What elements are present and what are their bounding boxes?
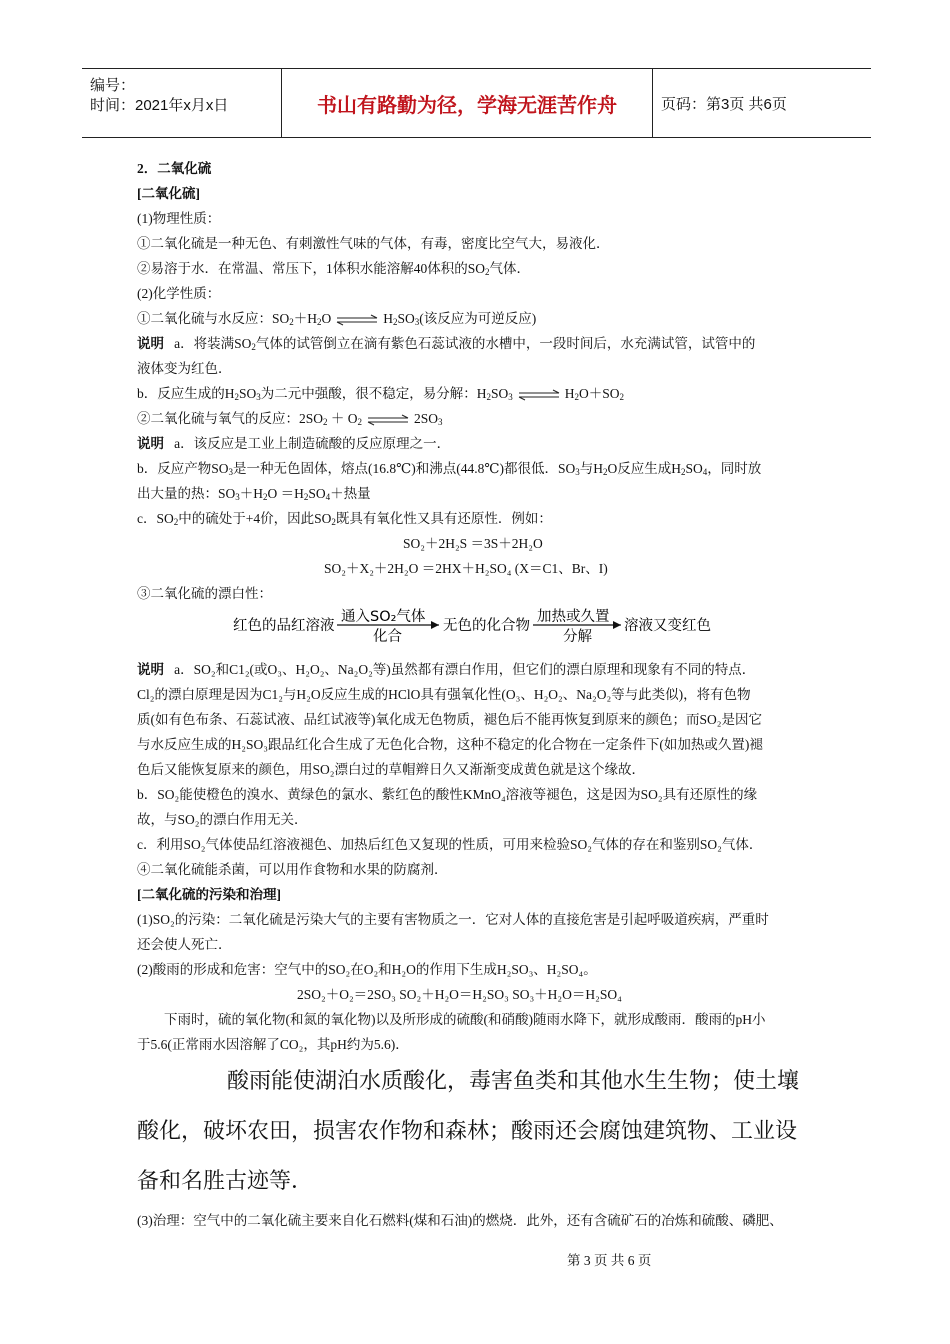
flow-end: 溶液又变红色: [624, 618, 711, 634]
chemical-props-label: (2)化学性质：: [137, 286, 221, 301]
note-oxygen-c: c．$SO_2$中的硫处于+4价，因此$SO_2$既具有氧化性又具有还原性．例如：: [137, 511, 552, 527]
note-b-h2so3: b．反应生成的$H_2SO_3$为二元中强酸，很不稳定，易分解：$H_2SO_3$ $H_2O+SO_2$: [137, 386, 625, 402]
flow-arrow1-bottom: 化合: [373, 629, 402, 644]
header-page-label: 页码：第3页 共6页: [661, 96, 787, 113]
physical-prop-2: ②易溶于水．在常温、常压下，1体积水能溶解40体积的$SO_2$气体．: [137, 261, 531, 277]
reversible-arrow-icon: [335, 314, 379, 326]
sterilize-line: ④二氧化硫能杀菌，可以用作食物和水果的防腐剂．: [137, 862, 448, 877]
acid-rain-line1: (2)酸雨的形成和危害：空气中的SO₂在O₂和H₂O的作用下生成H₂SO₃、H₂SO₄。: [137, 962, 597, 977]
section-heading: 2．二氧化硫: [137, 161, 212, 176]
bleach-note-b2: 故，与SO₂的漂白作用无关．: [137, 812, 308, 827]
page-footer: 第 3 页 共 6 页: [567, 1253, 652, 1268]
large-text-line2: 酸化，破坏农田，损害农作物和森林；酸雨还会腐蚀建筑物、工业设: [137, 1119, 798, 1144]
flow-arrow1-top: 通入SO₂气体: [341, 609, 426, 625]
subheading-so2: [二氧化硫]: [137, 186, 200, 201]
bleach-note-line4: 与水反应生成的H₂SO₃跟品红化合生成了无色化合物，这种不稳定的化合物在一定条件下(如加热或久置)褪: [137, 737, 763, 752]
page-header: [82, 68, 871, 138]
note-label: 说明: [137, 336, 164, 351]
bleach-note-a: 说明 a．SO₂和C1₂(或O₃、H₂O₂、Na₂O₂等)虽然都有漂白作用，但它们的漂白原理和现象有不同的特点．: [137, 662, 756, 677]
flow-arrow2-bottom: 分解: [563, 629, 592, 644]
header-time-label: 时间：2021年x月x日: [90, 97, 229, 114]
header-motto: 书山有路勤为径，学海无涯苦作舟: [317, 93, 617, 117]
acid-rain-equations: 2SO₂＋O₂＝2SO₃ SO₂＋H₂O＝H₂SO₃ SO₃＋H₂O＝H₂SO₄: [297, 987, 622, 1002]
subheading-pollution: [二氧化硫的污染和治理]: [137, 887, 281, 902]
header-left-cell: [82, 69, 282, 137]
header-id-label: 编号：: [90, 77, 136, 94]
physical-props-label: (1)物理性质：: [137, 211, 221, 226]
note-a-line1: 说明 a．将装满$SO_2$气体的试管倒立在滴有紫色石蕊试液的水槽中，一段时间后，水充满试管，试管中的: [137, 336, 756, 352]
header-page-cell: [653, 69, 871, 137]
bleaching-flow-diagram: [233, 604, 718, 644]
bleaching-label: ③二氧化硫的漂白性：: [137, 586, 272, 601]
large-text-line3: 备和名胜古迹等．: [137, 1169, 314, 1194]
flow-start: 红色的品红溶液: [233, 618, 335, 634]
pollution-line1: (1)SO₂的污染：二氧化硫是污染大气的主要有害物质之一．它对人体的直接危害是引起呼吸道疾病，严重时: [137, 912, 769, 927]
flow-arrow2-head: [613, 621, 621, 629]
flow-arrow1-head: [431, 621, 439, 629]
flow-mid: 无色的化合物: [443, 618, 530, 634]
bleach-note-c: c．利用SO₂气体使品红溶液褪色、加热后红色又复现的性质，可用来检验SO₂气体的存在和鉴别SO₂气体．: [137, 837, 763, 852]
reversible-arrow-icon: [517, 389, 561, 401]
equation-halogen: SO₂＋X₂＋2H₂O ＝2HX＋H₂SO₄ (X＝C1、Br、I): [324, 561, 608, 576]
note-a-line2: 液体变为红色．: [137, 361, 232, 376]
acid-rain-line3: 下雨时，硫的氧化物(和氮的氧化物)以及所形成的硫酸(和硝酸)随雨水降下，就形成酸雨．酸雨的pH小: [164, 1012, 766, 1027]
note-oxygen-a: 说明 a．该反应是工业上制造硫酸的反应原理之一．: [137, 436, 451, 451]
reaction-oxygen: ②二氧化硫与氧气的反应：$2SO_2 + O_2$ $2SO_3$: [137, 411, 443, 427]
flow-arrow2-top: 加热或久置: [537, 609, 610, 625]
bleach-note-b1: b．SO₂能使橙色的溴水、黄绿色的氯水、紫红色的酸性KMnO₄溶液等褪色，这是因为SO₂具有还原性的缘: [137, 787, 758, 802]
bleach-note-line3: 质(如有色布条、石蕊试液、品红试液等)氧化成无色物质，褪色后不能再恢复到原来的颜色；而SO₂是因它: [137, 712, 762, 727]
acid-rain-line4: 于5.6(正常雨水因溶解了CO₂，其pH约为5.6)．: [137, 1037, 409, 1052]
note-oxygen-b2: 出大量的热：$SO_3+H_2O =H_2SO_4+$热量: [137, 486, 371, 502]
reaction-water: ①二氧化硫与水反应：$SO_2+H_2O$ $H_2SO_3$(该反应为可逆反应): [137, 311, 537, 327]
bleach-note-line2: Cl₂的漂白原理是因为C1₂与H₂O反应生成的HClO具有强氧化性(O₃、H₂O₂、Na₂O₂等与此类似)，将有色物: [137, 687, 751, 702]
treatment-line: (3)治理：空气中的二氧化硫主要来自化石燃料(煤和石油)的燃烧．此外，还有含硫矿石的冶炼和硫酸、磷肥、: [137, 1213, 783, 1228]
header-motto-cell: [282, 69, 653, 137]
physical-prop-1: ①二氧化硫是一种无色、有刺激性气味的气体，有毒，密度比空气大，易液化．: [137, 236, 610, 251]
equation-h2s: SO₂＋2H₂S ＝3S＋2H₂O: [403, 536, 543, 551]
reversible-arrow-icon: [366, 414, 410, 426]
large-text-line1: 酸雨能使湖泊水质酸化，毒害鱼类和其他水生生物；使土壤: [227, 1069, 800, 1094]
note-oxygen-b1: b．反应产物$SO_3$是一种无色固体，熔点(16.8℃)和沸点(44.8℃)都很低．$SO_3$与$H_2O$反应生成$H_2SO_4$，同时放: [137, 461, 762, 477]
pollution-line2: 还会使人死亡．: [137, 937, 232, 952]
bleach-note-line5: 色后又能恢复原来的颜色，用SO₂漂白过的草帽辫日久又渐渐变成黄色就是这个缘故．: [137, 762, 645, 777]
